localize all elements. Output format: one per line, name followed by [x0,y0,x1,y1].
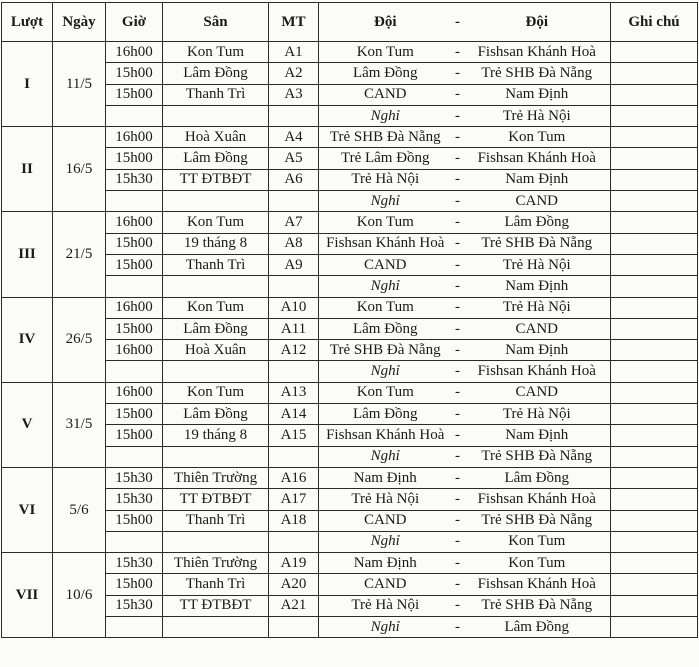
note-cell [611,63,698,84]
kickoff-time: 15h30 [106,169,163,190]
note-cell [611,84,698,105]
stadium: Kon Tum [163,212,269,233]
kickoff-time: 16h00 [106,382,163,403]
rest-label: Nghỉ [319,531,452,552]
match-code [269,191,319,212]
versus-separator: - [452,595,464,616]
round-date: 21/5 [53,212,106,297]
round-group [2,467,698,552]
match-row [2,467,698,488]
round-date: 26/5 [53,297,106,382]
header-row [2,3,698,42]
stadium: Lâm Đồng [163,404,269,425]
stadium [163,191,269,212]
kickoff-time: 16h00 [106,297,163,318]
match-code [269,105,319,126]
kickoff-time: 16h00 [106,212,163,233]
kickoff-time: 15h30 [106,467,163,488]
kickoff-time: 16h00 [106,127,163,148]
match-code: A18 [269,510,319,531]
kickoff-time [106,446,163,467]
versus-separator: - [452,617,464,638]
home-team: Lâm Đồng [319,404,452,425]
kickoff-time: 16h00 [106,42,163,63]
match-row [2,297,698,318]
note-cell [611,382,698,403]
versus-separator: - [452,148,464,169]
stadium: TT ĐTBĐT [163,595,269,616]
away-team: Kon Tum [464,531,611,552]
home-team: CAND [319,574,452,595]
schedule-table [1,2,698,638]
home-team: Trẻ Hà Nội [319,595,452,616]
away-team: CAND [464,191,611,212]
match-row [2,148,698,169]
away-team: Fishsan Khánh Hoà [464,489,611,510]
match-code [269,617,319,638]
kickoff-time: 15h00 [106,318,163,339]
versus-separator: - [452,553,464,574]
rest-label: Nghỉ [319,361,452,382]
stadium [163,617,269,638]
round-number: VII [2,553,53,638]
header-doi-1: Đội [319,3,452,42]
home-team: Nam Định [319,553,452,574]
round-date: 16/5 [53,127,106,212]
round-number: III [2,212,53,297]
note-cell [611,169,698,190]
rest-label: Nghỉ [319,276,452,297]
stadium [163,105,269,126]
versus-separator: - [452,169,464,190]
rest-row [2,531,698,552]
away-team: Nam Định [464,340,611,361]
kickoff-time: 15h00 [106,63,163,84]
kickoff-time: 15h30 [106,595,163,616]
note-cell [611,489,698,510]
stadium: Hoà Xuân [163,127,269,148]
kickoff-time [106,531,163,552]
match-code: A12 [269,340,319,361]
match-code: A5 [269,148,319,169]
versus-separator: - [452,340,464,361]
match-code: A2 [269,63,319,84]
versus-separator: - [452,574,464,595]
match-code [269,531,319,552]
stadium: Thanh Trì [163,574,269,595]
note-cell [611,148,698,169]
stadium: 19 tháng 8 [163,425,269,446]
stadium [163,531,269,552]
away-team: Fishsan Khánh Hoà [464,361,611,382]
versus-separator: - [452,404,464,425]
match-row [2,404,698,425]
round-group [2,42,698,127]
note-cell [611,318,698,339]
note-cell [611,510,698,531]
kickoff-time [106,361,163,382]
away-team: CAND [464,318,611,339]
stadium: TT ĐTBĐT [163,169,269,190]
note-cell [611,191,698,212]
stadium: Kon Tum [163,297,269,318]
rest-row [2,191,698,212]
rest-label: Nghỉ [319,617,452,638]
away-team: Lâm Đồng [464,617,611,638]
away-team: Kon Tum [464,127,611,148]
match-code: A16 [269,467,319,488]
versus-separator: - [452,467,464,488]
match-row [2,489,698,510]
note-cell [611,361,698,382]
match-row [2,318,698,339]
stadium: Kon Tum [163,42,269,63]
match-code: A21 [269,595,319,616]
away-team: Fishsan Khánh Hoà [464,42,611,63]
kickoff-time [106,191,163,212]
kickoff-time [106,276,163,297]
home-team: Kon Tum [319,42,452,63]
match-row [2,63,698,84]
home-team: CAND [319,84,452,105]
note-cell [611,127,698,148]
match-row [2,553,698,574]
away-team: Nam Định [464,425,611,446]
match-code: A3 [269,84,319,105]
kickoff-time: 15h00 [106,254,163,275]
kickoff-time: 15h30 [106,553,163,574]
kickoff-time: 15h30 [106,489,163,510]
round-date: 5/6 [53,467,106,552]
away-team: Lâm Đồng [464,212,611,233]
note-cell [611,446,698,467]
versus-separator: - [452,233,464,254]
away-team: Nam Định [464,84,611,105]
match-code: A9 [269,254,319,275]
home-team: Kon Tum [319,297,452,318]
home-team: Trẻ SHB Đà Nẵng [319,127,452,148]
note-cell [611,467,698,488]
rest-row [2,105,698,126]
versus-separator: - [452,276,464,297]
home-team: Trẻ Lâm Đồng [319,148,452,169]
match-code: A6 [269,169,319,190]
rest-label: Nghỉ [319,105,452,126]
match-code: A15 [269,425,319,446]
home-team: Fishsan Khánh Hoà [319,233,452,254]
round-date: 31/5 [53,382,106,467]
stadium: Hoà Xuân [163,340,269,361]
stadium: Lâm Đồng [163,63,269,84]
versus-separator: - [452,425,464,446]
note-cell [611,233,698,254]
away-team: Trẻ Hà Nội [464,254,611,275]
stadium [163,276,269,297]
match-code [269,276,319,297]
match-code: A17 [269,489,319,510]
stadium: Thanh Trì [163,84,269,105]
match-row [2,254,698,275]
note-cell [611,42,698,63]
away-team: Trẻ SHB Đà Nẵng [464,446,611,467]
round-number: II [2,127,53,212]
match-row [2,574,698,595]
versus-separator: - [452,361,464,382]
away-team: Trẻ SHB Đà Nẵng [464,510,611,531]
rest-row [2,361,698,382]
kickoff-time: 15h00 [106,510,163,531]
versus-separator: - [452,254,464,275]
versus-separator: - [452,84,464,105]
kickoff-time: 15h00 [106,233,163,254]
header-separator: - [452,3,464,42]
match-row [2,595,698,616]
note-cell [611,531,698,552]
header-san: Sân [163,3,269,42]
match-row [2,233,698,254]
kickoff-time: 15h00 [106,425,163,446]
rest-row [2,617,698,638]
versus-separator: - [452,105,464,126]
home-team: Fishsan Khánh Hoà [319,425,452,446]
note-cell [611,276,698,297]
versus-separator: - [452,42,464,63]
versus-separator: - [452,510,464,531]
kickoff-time: 16h00 [106,340,163,361]
home-team: Trẻ Hà Nội [319,169,452,190]
kickoff-time [106,105,163,126]
versus-separator: - [452,318,464,339]
home-team: CAND [319,510,452,531]
match-code: A14 [269,404,319,425]
match-row [2,340,698,361]
kickoff-time: 15h00 [106,84,163,105]
versus-separator: - [452,446,464,467]
match-code: A19 [269,553,319,574]
round-group [2,212,698,297]
away-team: Fishsan Khánh Hoà [464,148,611,169]
rest-label: Nghỉ [319,446,452,467]
round-number: IV [2,297,53,382]
home-team: Lâm Đồng [319,63,452,84]
note-cell [611,340,698,361]
round-group [2,127,698,212]
home-team: Trẻ Hà Nội [319,489,452,510]
home-team: Trẻ SHB Đà Nẵng [319,340,452,361]
versus-separator: - [452,212,464,233]
match-row [2,425,698,446]
versus-separator: - [452,127,464,148]
round-group [2,297,698,382]
match-code: A10 [269,297,319,318]
header-luot: Lượt [2,3,53,42]
round-date: 11/5 [53,42,106,127]
versus-separator: - [452,531,464,552]
away-team: Trẻ SHB Đà Nẵng [464,63,611,84]
stadium: Thiên Trường [163,553,269,574]
round-date: 10/6 [53,553,106,638]
match-row [2,84,698,105]
stadium [163,446,269,467]
stadium: Thanh Trì [163,510,269,531]
round-number: V [2,382,53,467]
match-row [2,127,698,148]
match-row [2,169,698,190]
away-team: Trẻ SHB Đà Nẵng [464,595,611,616]
header-gio: Giờ [106,3,163,42]
match-code: A4 [269,127,319,148]
match-code: A20 [269,574,319,595]
versus-separator: - [452,63,464,84]
match-code: A7 [269,212,319,233]
stadium: Lâm Đồng [163,318,269,339]
stadium: Lâm Đồng [163,148,269,169]
note-cell [611,254,698,275]
match-code: A1 [269,42,319,63]
round-number: VI [2,467,53,552]
versus-separator: - [452,382,464,403]
away-team: Nam Định [464,276,611,297]
away-team: Nam Định [464,169,611,190]
stadium: TT ĐTBĐT [163,489,269,510]
match-code [269,446,319,467]
away-team: Lâm Đồng [464,467,611,488]
note-cell [611,297,698,318]
away-team: Trẻ Hà Nội [464,297,611,318]
match-code [269,361,319,382]
stadium [163,361,269,382]
round-group [2,553,698,638]
home-team: Kon Tum [319,382,452,403]
away-team: Trẻ Hà Nội [464,105,611,126]
header-doi-2: Đội [464,3,611,42]
home-team: Kon Tum [319,212,452,233]
versus-separator: - [452,489,464,510]
match-row [2,510,698,531]
kickoff-time: 15h00 [106,574,163,595]
note-cell [611,595,698,616]
away-team: Trẻ SHB Đà Nẵng [464,233,611,254]
note-cell [611,212,698,233]
note-cell [611,105,698,126]
stadium: 19 tháng 8 [163,233,269,254]
round-group [2,382,698,467]
home-team: Lâm Đồng [319,318,452,339]
note-cell [611,574,698,595]
rest-label: Nghỉ [319,191,452,212]
note-cell [611,425,698,446]
home-team: CAND [319,254,452,275]
away-team: Trẻ Hà Nội [464,404,611,425]
match-row [2,42,698,63]
stadium: Thanh Trì [163,254,269,275]
header-ngay: Ngày [53,3,106,42]
stadium: Kon Tum [163,382,269,403]
versus-separator: - [452,191,464,212]
note-cell [611,553,698,574]
home-team: Nam Định [319,467,452,488]
header-ghi-chu: Ghi chú [611,3,698,42]
match-row [2,382,698,403]
away-team: Kon Tum [464,553,611,574]
match-code: A8 [269,233,319,254]
kickoff-time [106,617,163,638]
kickoff-time: 15h00 [106,148,163,169]
away-team: CAND [464,382,611,403]
round-number: I [2,42,53,127]
match-code: A13 [269,382,319,403]
versus-separator: - [452,297,464,318]
rest-row [2,446,698,467]
match-code: A11 [269,318,319,339]
note-cell [611,404,698,425]
kickoff-time: 15h00 [106,404,163,425]
note-cell [611,617,698,638]
match-row [2,212,698,233]
away-team: Fishsan Khánh Hoà [464,574,611,595]
header-mt: MT [269,3,319,42]
rest-row [2,276,698,297]
stadium: Thiên Trường [163,467,269,488]
